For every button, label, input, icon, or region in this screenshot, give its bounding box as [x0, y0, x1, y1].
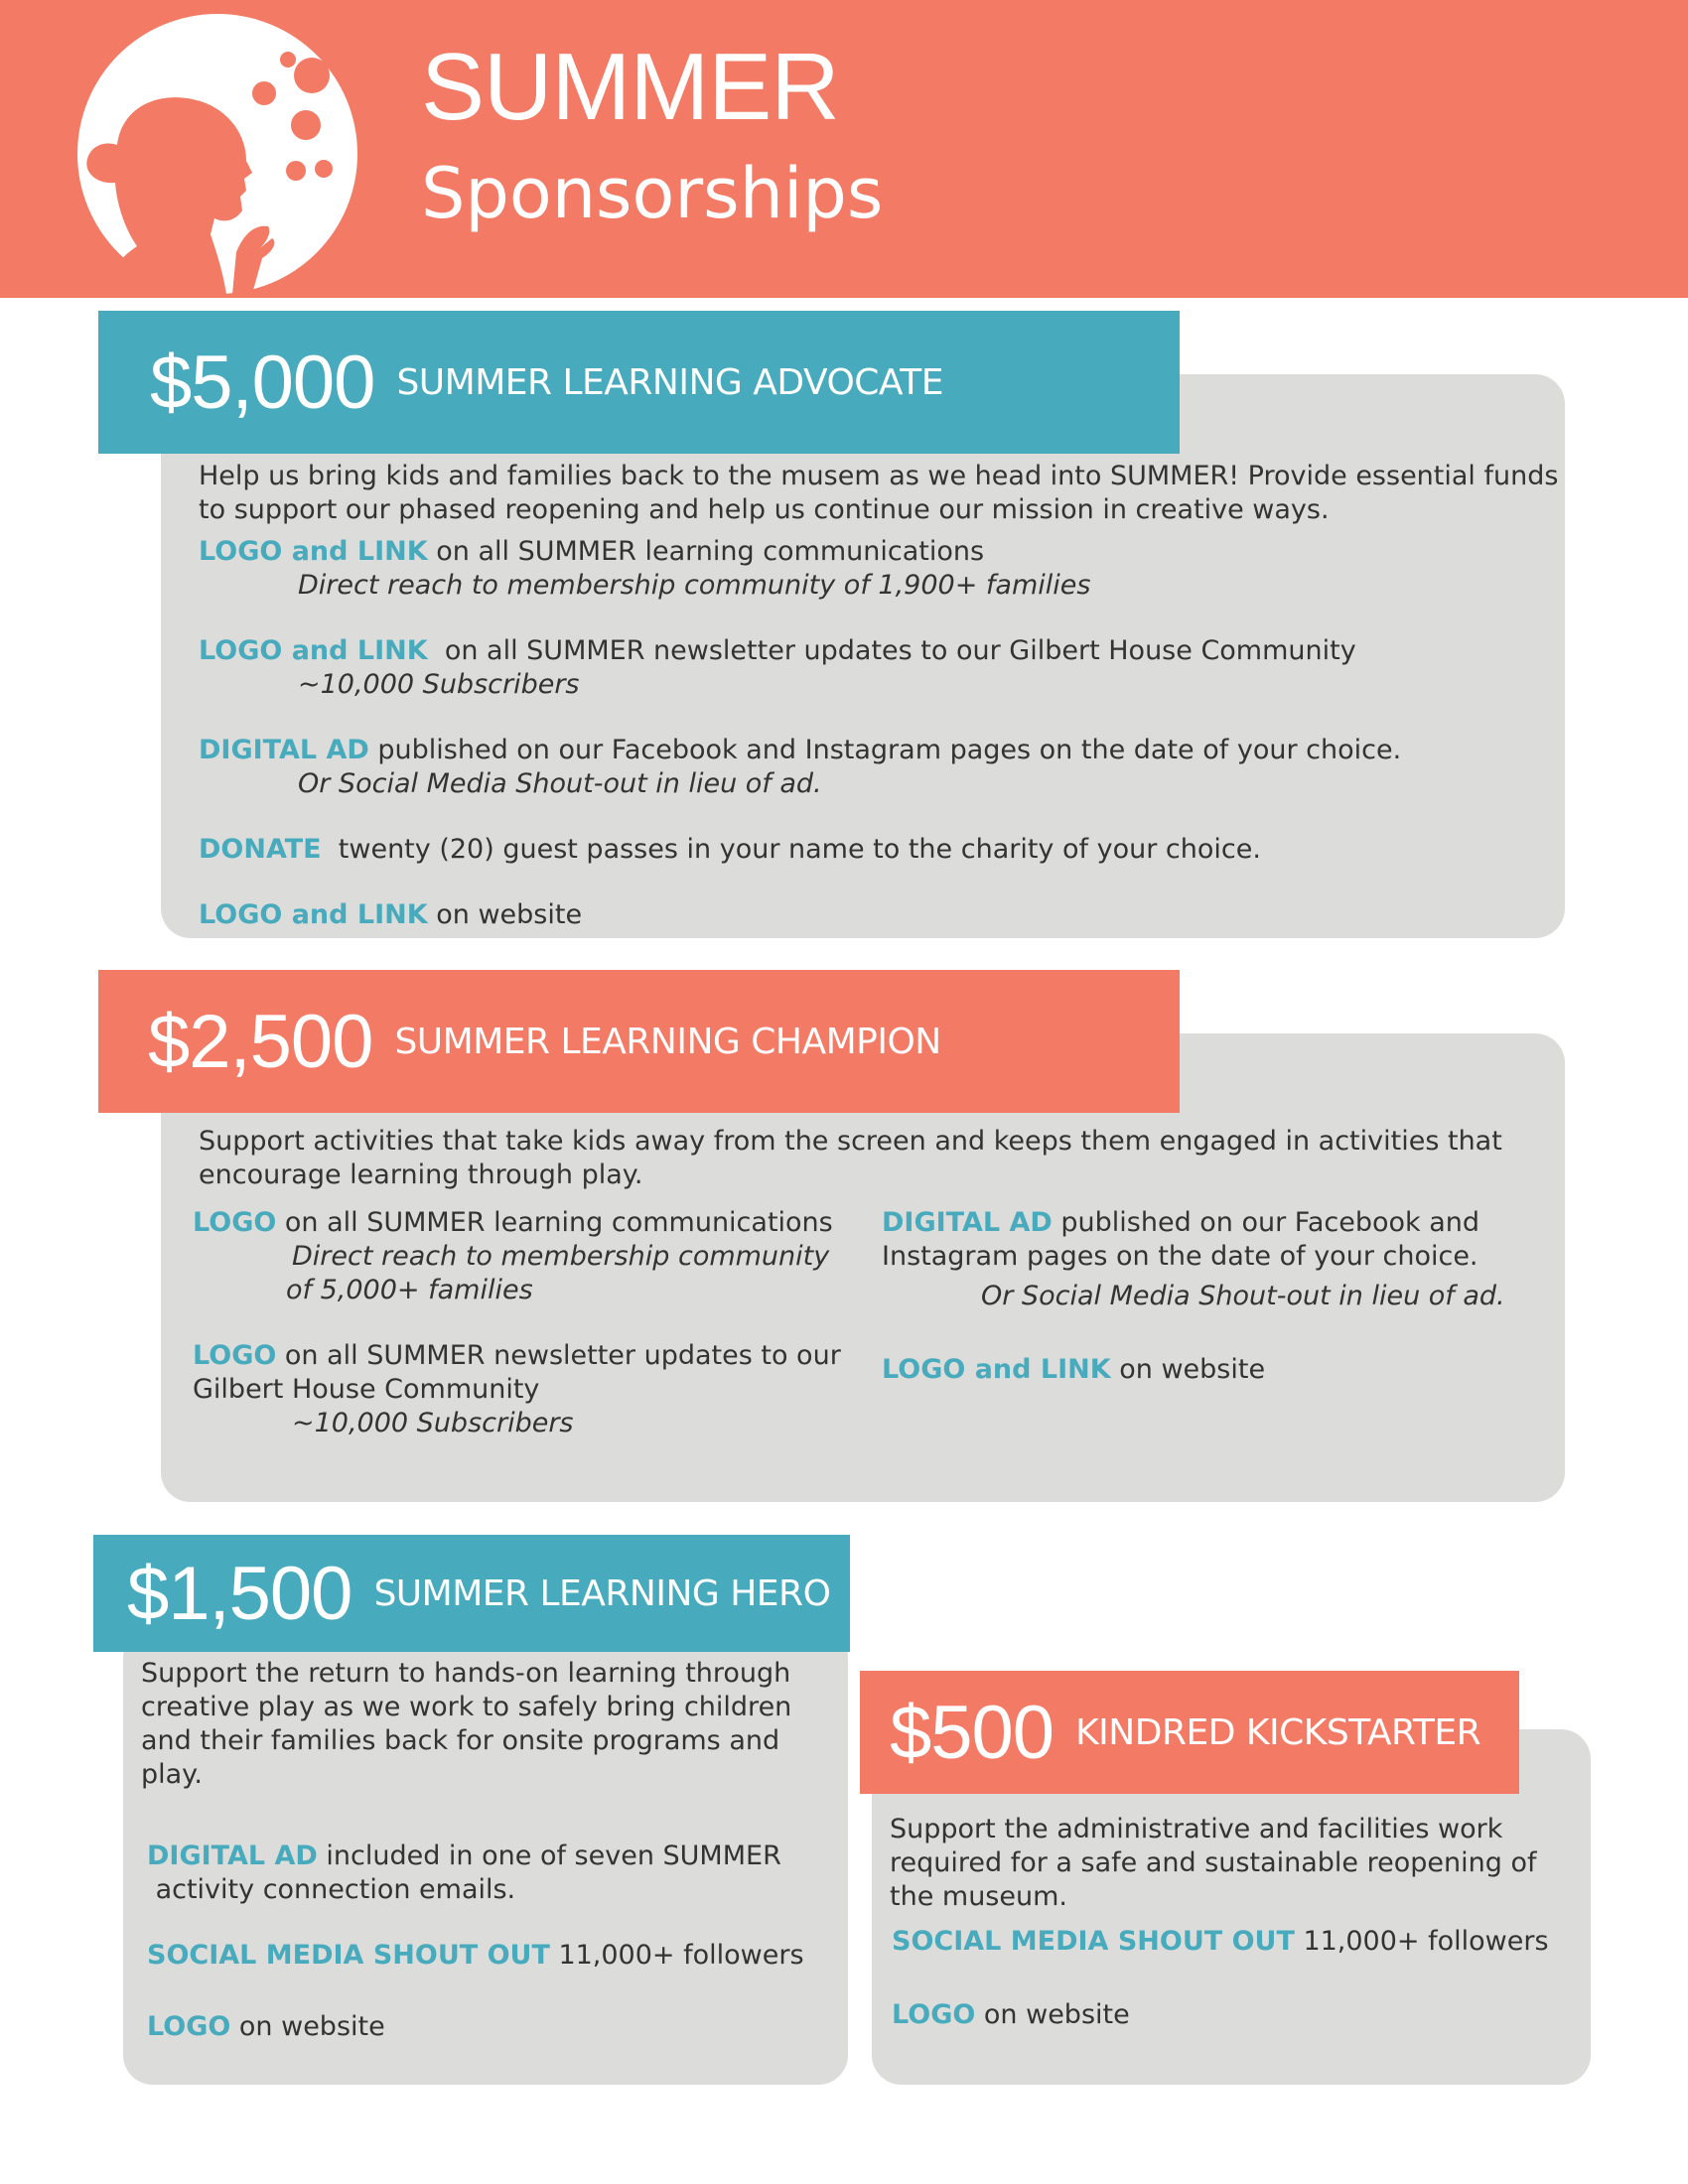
benefit-key: LOGO and LINK [199, 899, 428, 930]
tier-price: $1,500 [127, 1551, 352, 1636]
tier-intro-line: play. [141, 1759, 203, 1790]
tier-banner-hero [93, 1535, 850, 1652]
benefit-text: on all SUMMER learning communications [427, 536, 985, 567]
benefit-key: LOGO [193, 1340, 277, 1371]
tier-intro-line: and their families back for onsite programs and [141, 1725, 780, 1756]
benefit-item [199, 898, 582, 932]
benefit-text: on website [230, 2011, 385, 2042]
tier-name: SUMMER LEARNING CHAMPION [394, 1021, 941, 1062]
benefit-item [199, 535, 984, 569]
tier-intro-line: required for a safe and sustainable reopening of [890, 1847, 1537, 1878]
benefit-item [199, 634, 1356, 668]
benefit-key: DONATE [199, 834, 322, 865]
benefit-key: LOGO [147, 2011, 231, 2042]
benefit-item [892, 1998, 1130, 2032]
benefit-text: published on our Facebook and [1052, 1207, 1480, 1238]
benefit-text: on all SUMMER newsletter updates to our [276, 1340, 841, 1371]
tier-price: $5,000 [150, 340, 375, 425]
benefit-key: SOCIAL MEDIA SHOUT OUT [147, 1940, 550, 1971]
tier-intro-line: Support the return to hands-on learning through [141, 1658, 791, 1689]
benefit-text: published on our Facebook and Instagram pages on the date of your choice. [368, 735, 1402, 765]
benefit-item [147, 1939, 804, 1973]
benefit-note: ~10,000 Subscribers [292, 1408, 574, 1438]
tier-price: $500 [890, 1690, 1055, 1775]
tier-intro-line: Support the administrative and facilities work [890, 1814, 1503, 1844]
benefit-note: Or Social Media Shout-out in lieu of ad. [298, 768, 822, 799]
tier-intro-line: encourage learning through play. [199, 1160, 643, 1190]
benefit-text-line2: activity connection emails. [147, 1874, 516, 1905]
tier-name: SUMMER LEARNING ADVOCATE [396, 361, 943, 403]
benefit-item [147, 1840, 781, 1873]
benefit-note: ~10,000 Subscribers [298, 669, 580, 700]
benefit-key: LOGO and LINK [199, 635, 428, 666]
benefit-key: DIGITAL AD [882, 1207, 1053, 1238]
benefit-key: DIGITAL AD [199, 735, 369, 765]
benefit-text: on website [427, 899, 583, 930]
benefit-text: on all SUMMER newsletter updates to our Gilbert House Community [427, 635, 1356, 666]
benefit-item [882, 1353, 1265, 1387]
benefit-key: LOGO and LINK [199, 536, 428, 567]
benefit-text: on website [975, 1999, 1130, 2030]
benefit-item [193, 1206, 833, 1240]
benefit-key: SOCIAL MEDIA SHOUT OUT [892, 1926, 1295, 1957]
child-silhouette-icon [77, 14, 357, 294]
tier-intro-line: the museum. [890, 1881, 1067, 1912]
benefit-item [147, 2010, 385, 2044]
benefit-key: LOGO [892, 1999, 976, 2030]
page-subtitle: Sponsorships [421, 153, 884, 234]
benefit-item [199, 833, 1261, 867]
benefit-item [892, 1925, 1549, 1959]
benefit-note: Direct reach to membership community of 1,900+ families [298, 570, 1091, 601]
tier-intro-line: Support activities that take kids away from the screen and keeps them engaged in activities that [199, 1126, 1502, 1157]
benefit-item [882, 1206, 1479, 1240]
tier-intro-line: creative play as we work to safely bring children [141, 1692, 792, 1722]
benefit-item [193, 1339, 841, 1373]
benefit-key: LOGO and LINK [882, 1354, 1111, 1385]
benefit-text: 11,000+ followers [549, 1940, 804, 1971]
benefit-key: LOGO [193, 1207, 277, 1238]
benefit-item [199, 734, 1401, 767]
benefit-text: on website [1110, 1354, 1266, 1385]
tier-banner-advocate [98, 311, 1180, 454]
benefit-key: DIGITAL AD [147, 1841, 318, 1871]
tier-banner-champion [98, 970, 1180, 1113]
benefit-text: included in one of seven SUMMER [317, 1841, 781, 1871]
tier-name: SUMMER LEARNING HERO [373, 1572, 831, 1614]
benefit-note: Or Social Media Shout-out in lieu of ad. [981, 1281, 1505, 1311]
tier-intro-line: Help us bring kids and families back to the musem as we head into SUMMER! Provide essential funds [199, 461, 1559, 491]
benefit-text: on all SUMMER learning communications [276, 1207, 833, 1238]
benefit-text-line2: Instagram pages on the date of your choice. [882, 1241, 1478, 1272]
tier-price: $2,500 [148, 999, 373, 1084]
page-title: SUMMER [421, 34, 839, 140]
benefit-note: Direct reach to membership community [292, 1241, 830, 1272]
header-band [0, 0, 1688, 298]
benefit-text: twenty (20) guest passes in your name to the charity of your choice. [321, 834, 1261, 865]
benefit-text: 11,000+ followers [1294, 1926, 1549, 1957]
tier-intro-line: to support our phased reopening and help us continue our mission in creative ways. [199, 494, 1330, 525]
benefit-text-line2: Gilbert House Community [193, 1374, 540, 1405]
tier-banner-kickstarter [860, 1671, 1519, 1794]
tier-name: KINDRED KICKSTARTER [1075, 1711, 1481, 1753]
benefit-note: of 5,000+ families [286, 1275, 533, 1305]
